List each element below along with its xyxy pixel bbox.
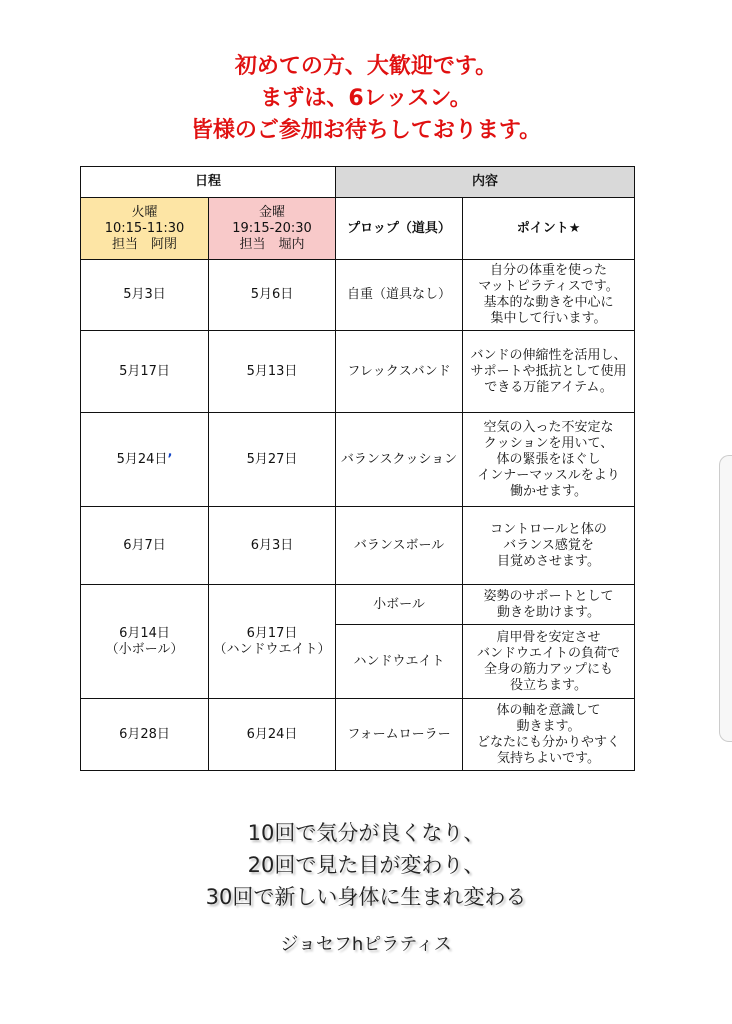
slogan-line-2: 20回で見た目が変わり、 xyxy=(247,853,485,877)
table-row xyxy=(81,585,635,625)
point-line: 気持ちよいです。 xyxy=(497,750,600,766)
prop-name: ハンドウエイト xyxy=(336,625,463,699)
schedule-header: 日程 xyxy=(81,167,336,198)
point-line: バンドウエイトの負荷で xyxy=(477,645,621,661)
point-description xyxy=(463,507,635,585)
friday-staff: 担当 堀内 xyxy=(239,236,305,252)
point-line: できる万能アイテム。 xyxy=(484,379,613,395)
prop-name: フレックスバンド xyxy=(336,331,463,413)
friday-time: 19:15-20:30 xyxy=(232,220,312,236)
table-row xyxy=(81,331,635,413)
props-header: プロップ（道具） xyxy=(336,198,463,260)
friday-date: 6月24日 xyxy=(209,699,336,771)
table-row xyxy=(81,413,635,507)
point-description xyxy=(463,625,635,699)
point-line: バランス感覚を xyxy=(503,537,594,553)
point-line: バンドの伸縮性を活用し、 xyxy=(470,347,627,363)
point-line: 動きます。 xyxy=(516,718,581,734)
tuesday-date: 6月28日 xyxy=(81,699,209,771)
tuesday-date: 5月3日 xyxy=(81,260,209,331)
friday-date: 5月13日 xyxy=(209,331,336,413)
point-line: 全身の筋力アップにも xyxy=(483,661,614,677)
point-line: コントロールと体の xyxy=(490,521,607,537)
tuesday-date-cell xyxy=(81,585,209,699)
friday-day: 金曜 xyxy=(259,204,286,220)
point-description xyxy=(463,331,635,413)
tuesday-header-cell xyxy=(81,198,209,260)
content-header: 内容 xyxy=(336,167,635,198)
point-line: 空気の入った不安定な xyxy=(483,419,614,435)
pen-mark: ʼ xyxy=(167,451,173,467)
tuesday-date: 6月7日 xyxy=(81,507,209,585)
headline-line-3: 皆様のご参加お待ちしております。 xyxy=(190,118,542,143)
headline-line-2: まずは、6レッスン。 xyxy=(260,86,472,111)
tuesday-date: 5月17日 xyxy=(81,331,209,413)
prop-name: バランスボール xyxy=(336,507,463,585)
point-description xyxy=(463,413,635,507)
headline-line-1: 初めての方、大歓迎です。 xyxy=(234,54,498,79)
point-line: 集中して行います。 xyxy=(490,311,607,326)
tuesday-day: 火曜 xyxy=(131,204,158,220)
friday-date: 5月6日 xyxy=(209,260,336,331)
tuesday-date: 6月14日 xyxy=(119,625,170,641)
point-line: 自分の体重を使った xyxy=(490,263,608,278)
point-line: どなたにも分かりやすく xyxy=(477,734,621,750)
tuesday-staff: 担当 阿閉 xyxy=(111,236,177,252)
point-line: インナーマッスルをより xyxy=(477,467,620,483)
friday-date-cell xyxy=(209,585,336,699)
point-line: 動きを助けます。 xyxy=(497,604,600,620)
tuesday-date-cell xyxy=(81,413,209,507)
brand-name: ジョセフhピラティス xyxy=(280,934,452,955)
point-line: 肩甲骨を安定させ xyxy=(496,629,601,645)
friday-note: （ハンドウエイト） xyxy=(213,641,331,657)
tuesday-note: （小ボール） xyxy=(105,641,184,657)
table-row xyxy=(81,507,635,585)
point-line: 働かせます。 xyxy=(510,483,587,499)
point-line: サポートや抵抗として使用 xyxy=(470,363,627,379)
point-description xyxy=(463,260,635,331)
friday-date: 6月3日 xyxy=(209,507,336,585)
prop-name: 小ボール xyxy=(336,585,463,625)
schedule-table xyxy=(80,166,635,771)
slogan-line-3: 30回で新しい身体に生まれ変わる xyxy=(205,885,527,909)
table-row xyxy=(81,260,635,331)
point-line: マットピラティスです。 xyxy=(478,279,619,294)
point-line: 体の緊張をほぐし xyxy=(496,451,601,467)
prop-name: バランスクッション xyxy=(336,413,463,507)
point-line: 基本的な動きを中心に xyxy=(483,295,614,310)
slogan-line-1: 10回で気分が良くなり、 xyxy=(247,821,485,845)
point-description xyxy=(463,585,635,625)
table-row xyxy=(81,699,635,771)
point-line: 目覚めさせます。 xyxy=(497,553,600,569)
point-line: 役立ちます。 xyxy=(510,677,587,693)
friday-header-cell xyxy=(209,198,336,260)
friday-date: 6月17日 xyxy=(246,625,298,641)
friday-date: 5月27日 xyxy=(209,413,336,507)
tuesday-time: 10:15-11:30 xyxy=(104,220,185,236)
scroll-handle[interactable] xyxy=(719,455,732,742)
prop-name: フォームローラー xyxy=(336,699,463,771)
prop-name: 自重（道具なし） xyxy=(336,260,463,331)
point-line: クッションを用いて、 xyxy=(483,435,614,451)
point-line: 体の軸を意識して xyxy=(496,702,601,718)
tuesday-date: 5月24日 xyxy=(116,451,168,467)
point-description xyxy=(463,699,635,771)
point-line: 姿勢のサポートとして xyxy=(483,588,614,604)
points-header: ポイント★ xyxy=(463,198,635,260)
